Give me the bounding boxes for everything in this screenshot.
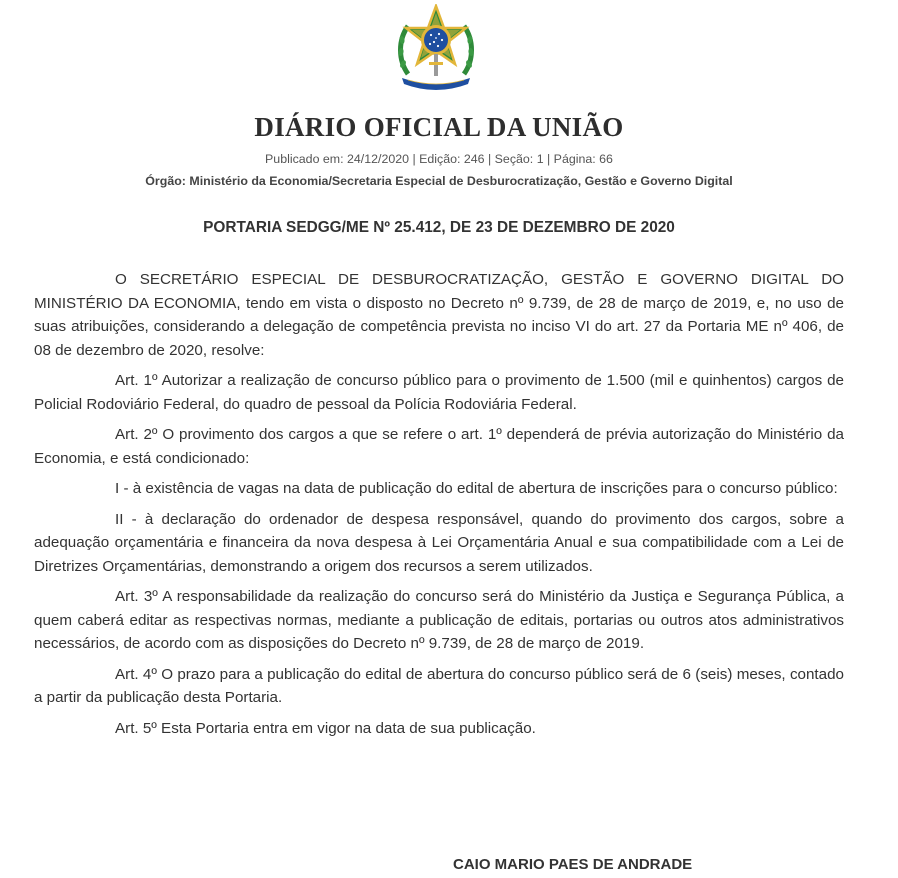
paragraph-inciso-2: II - à declaração do ordenador de despesa responsável, quando do provimento dos cargos, sobre a adequação orçamentária e financeira da nova despesa à Lei Orçamentária Anual e sua compatibilidade com a Lei de Diretrizes Orçamentárias, demonstrando a origem dos recursos a serem utilizados. — [34, 510, 844, 575]
paragraph-art-2: Art. 2º O provimento dos cargos a que se refere o art. 1º dependerá de prévia autorização do Ministério da Economia, e está condicionado: — [34, 426, 844, 467]
document-title: PORTARIA SEDGG/ME Nº 25.412, DE 23 DE DEZEMBRO DE 2020 — [203, 219, 675, 236]
paragraph-art-1: Art. 1º Autorizar a realização de concurso público para o provimento de 1.500 (mil e quinhentos) cargos de Policial Rodoviário Federal, do quadro de pessoal da Polícia Rodoviária Federal. — [34, 372, 844, 413]
paragraph-art-5: Art. 5º Esta Portaria entra em vigor na data de sua publicação. — [115, 719, 536, 737]
paragraph-art-3: Art. 3º A responsabilidade da realização do concurso será do Ministério da Justiça e Segurança Pública, a quem caberá editar as respectivas normas, mediante a publicação de editais, portarias ou outros atos administrativos necessários, de acordo com as disposições do Decreto nº 9.739, de 28 de março de 2019. — [34, 588, 844, 652]
paragraph-inciso-1: I - à existência de vagas na data de publicação do edital de abertura de inscrições para o concurso público: — [115, 480, 838, 497]
publication-meta: Publicado em: 24/12/2020 | Edição: 246 | Seção: 1 | Página: 66 — [265, 152, 613, 166]
paragraph-art-4: Art. 4º O prazo para a publicação do edital de abertura do concurso público será de 6 (seis) meses, contado a partir da publicação desta Portaria. — [34, 665, 844, 706]
signature-name: CAIO MARIO PAES DE ANDRADE — [453, 856, 693, 873]
document-body — [34, 268, 844, 747]
orgao-line — [0, 173, 878, 189]
masthead-title: DIÁRIO OFICIAL DA UNIÃO — [254, 112, 624, 142]
orgao-value: Ministério da Economia/Secretaria Especial de Desburocratização, Gestão e Governo Digital — [189, 174, 733, 188]
paragraph-preamble: O SECRETÁRIO ESPECIAL DE DESBUROCRATIZAÇÃO, GESTÃO E GOVERNO DIGITAL DO MINISTÉRIO DA ECONOMIA, tendo em vista o disposto no Decreto nº 9.739, de 28 de março de 2019, e, no uso de suas atribuições, considerando a delegação de competência prevista no inciso VI do art. 27 da Portaria ME nº 406, de 08 de dezembro de 2020, resolve: — [34, 271, 844, 359]
national-coat-of-arms-icon — [394, 4, 478, 92]
orgao-label: Órgão: — [145, 174, 186, 188]
